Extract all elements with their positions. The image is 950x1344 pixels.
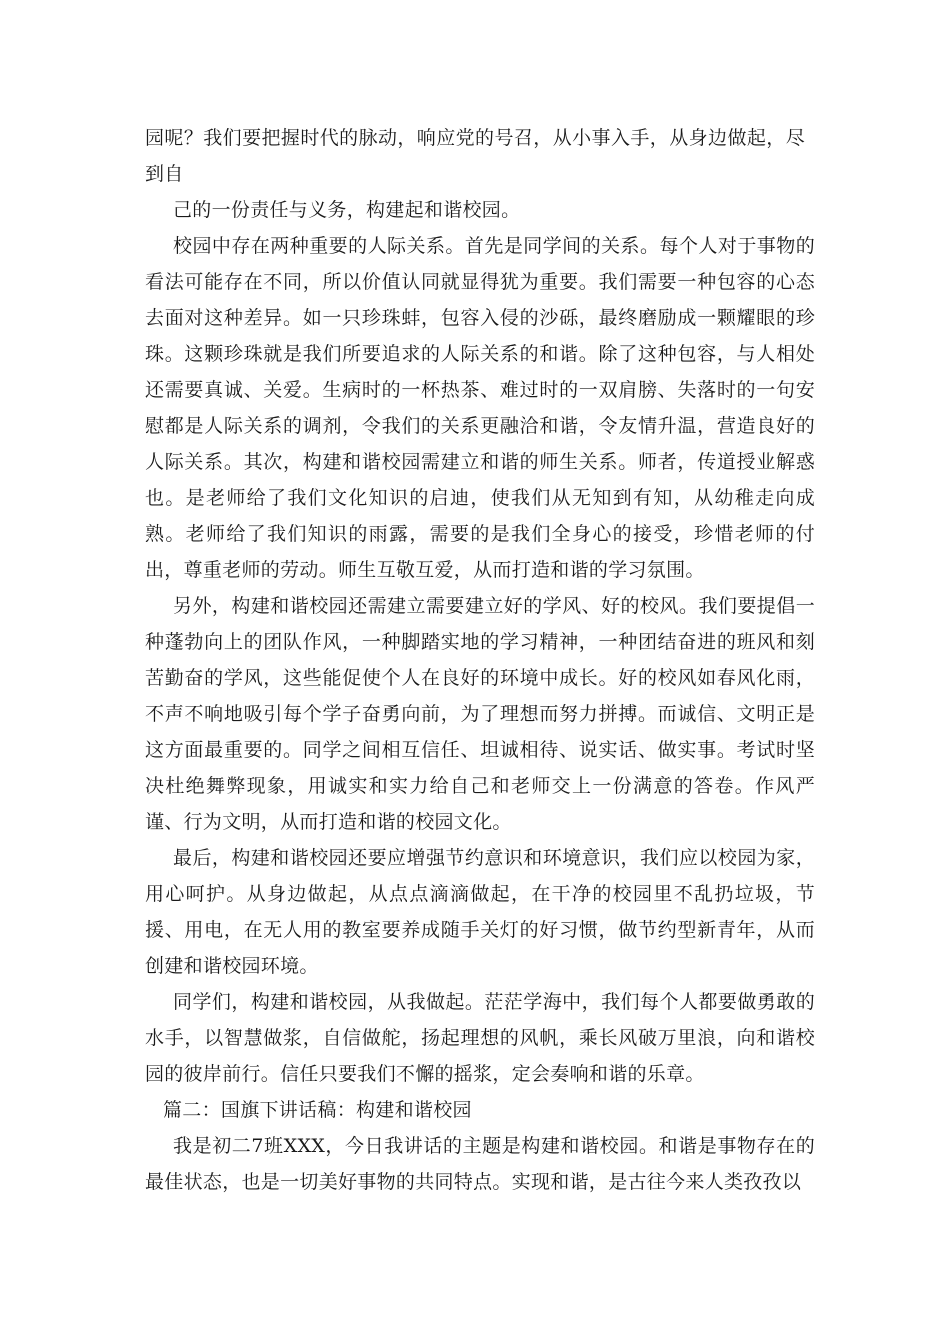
section-heading: 篇二：国旗下讲话稿：构建和谐校园 xyxy=(163,1099,472,1121)
paragraph-3: 校园中存在两种重要的人际关系。首先是同学间的关系。每个人对于事物的看法可能存在不同，所以价值认同就显得犹为重要。我们需要一种包容的心态去面对这种差异。如一只珍珠蚌，包容入侵的沙砾，最终磨励成一颗耀眼的珍珠。这颗珍珠就是我们所要追求的人际关系的和谐。除了这种包容，与人相处还需要真诚、关爱。生病时的一杯热茶、难过时的一双肩膀、失落时的一句安慰都是人际关系的调剂，令我们的关系更融洽和谐，令友情升温，营造良好的人际关系。其次，构建和谐校园需建立和谐的师生关系。师者，传道授业解惑也。是老师给了我们文化知识的启迪，使我们从无知到有知，从幼稚走向成熟。老师给了我们知识的雨露，需要的是我们全身心的接受，珍惜老师的付出，尊重老师的劳动。师生互敬互爱，从而打造和谐的学习氛围。 xyxy=(145,235,815,581)
document-body xyxy=(145,120,815,1200)
paragraph-6: 同学们，构建和谐校园，从我做起。茫茫学海中，我们每个人都要做勇敢的水手，以智慧做浆，自信做舵，扬起理想的风帆，乘长风破万里浪，向和谐校园的彼岸前行。信任只要我们不懈的摇浆，定会奏响和谐的乐章。 xyxy=(145,991,815,1085)
paragraph-1: 园呢？我们要把握时代的脉动，响应党的号召，从小事入手，从身边做起，尽到自 xyxy=(145,127,805,185)
paragraph-5: 最后，构建和谐校园还要应增强节约意识和环境意识，我们应以校园为家，用心呵护。从身边做起，从点点滴滴做起，在干净的校园里不乱扔垃圾，节援、用电，在无人用的教室要养成随手关灯的好习惯，做节约型新青年，从而创建和谐校园环境。 xyxy=(145,847,815,977)
paragraph-2: 己的一份责任与义务，构建起和谐校园。 xyxy=(173,199,521,221)
paragraph-8: 我是初二7班XXX，今日我讲话的主题是构建和谐校园。和谐是事物存在的最佳状态，也是一切美好事物的共同特点。实现和谐，是古往今来人类孜孜以 xyxy=(145,1135,815,1193)
paragraph-4: 另外，构建和谐校园还需建立需要建立好的学风、好的校风。我们要提倡一种蓬勃向上的团队作风，一种脚踏实地的学习精神，一种团结奋进的班风和刻苦勤奋的学风，这些能促使个人在良好的环境中成长。好的校风如春风化雨，不声不响地吸引每个学子奋勇向前，为了理想而努力拼搏。而诚信、文明正是这方面最重要的。同学之间相互信任、坦诚相待、说实话、做实事。考试时坚决杜绝舞弊现象，用诚实和实力给自己和老师交上一份满意的答卷。作风严谨、行为文明，从而打造和谐的校园文化。 xyxy=(145,595,815,833)
